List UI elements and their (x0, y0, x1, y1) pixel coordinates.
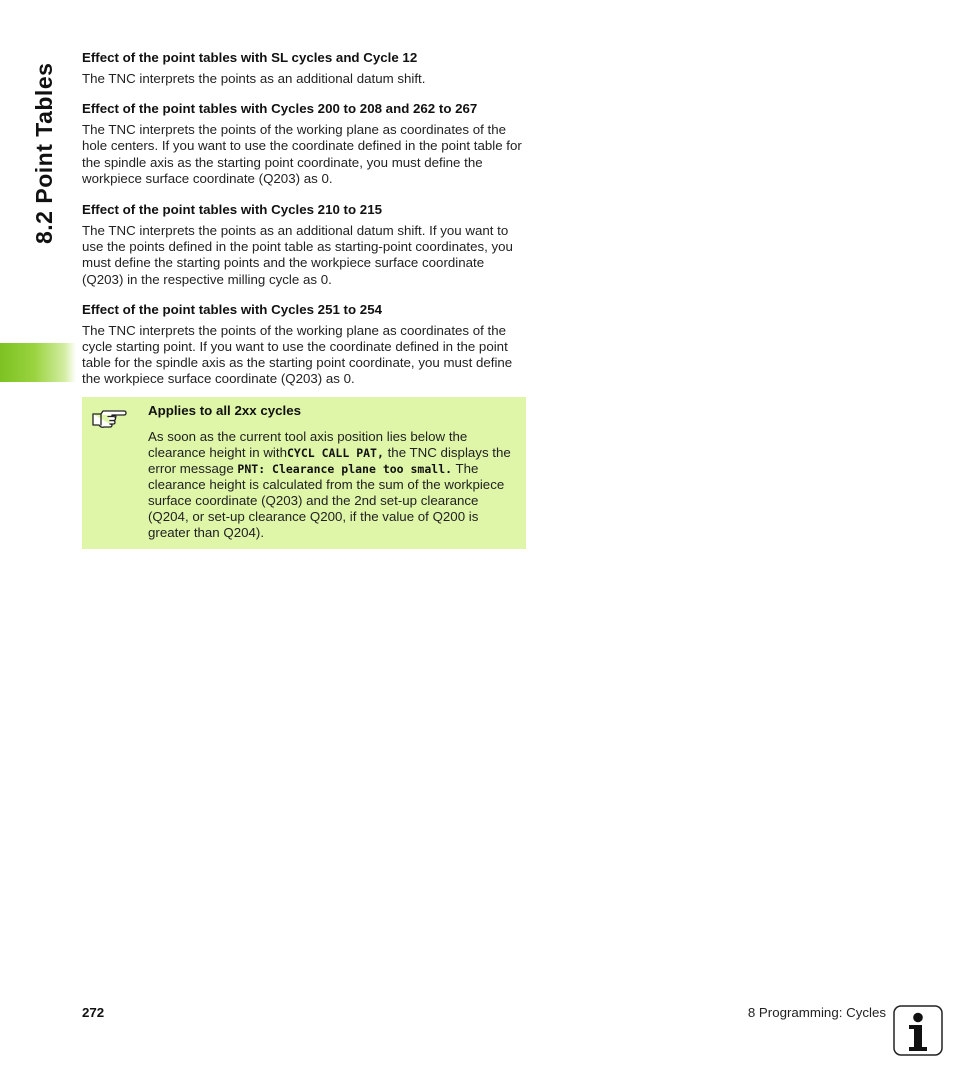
section-body-cycles-210-215: The TNC interprets the points as an additional datum shift. If you want to use the points defined in the point table as starting-point coordinates, you must define the starting points and the workpiece surface coordinate (Q203) in the respective milling cycle as 0. (82, 223, 513, 287)
chapter-label: 8 Programming: Cycles (747, 1005, 886, 1020)
note-text-part-2: the TNC displays the error message (148, 445, 511, 476)
section-heading-cycles-251-254: Effect of the point tables with Cycles 251 to 254 (82, 301, 382, 317)
section-heading-cycles-200-208: Effect of the point tables with Cycles 200 to 208 and 262 to 267 (82, 101, 478, 117)
note-text (148, 429, 518, 541)
chapter-side-title: 8.2 Point Tables (31, 62, 57, 244)
note-code-error-message: PNT: Clearance plane too small. (237, 462, 453, 476)
info-icon[interactable] (893, 1005, 943, 1056)
section-heading-sl-cycles: Effect of the point tables with SL cycles and Cycle 12 (82, 50, 418, 65)
note-title: Applies to all 2xx cycles (148, 403, 301, 418)
page-number: 272 (82, 1005, 105, 1020)
chapter-tab-marker (0, 343, 76, 382)
note-body (148, 403, 518, 541)
pointing-hand-icon (91, 406, 127, 430)
note-box (82, 397, 526, 549)
section-body-cycles-251-254: The TNC interprets the points of the working plane as coordinates of the cycle starting point. If you want to use the coordinate defined in the point table for the spindle axis as the starting point coordinate, you must define the workpiece surface coordinate (Q203) as 0. (82, 322, 513, 387)
section-body-cycles-200-208: The TNC interprets the points of the working plane as coordinates of the hole centers. If you want to use the coordinate defined in the point table for the spindle axis as the starting point coordinate, you must define the workpiece surface coordinate (Q203) as 0. (82, 122, 522, 186)
main-content (82, 50, 526, 388)
note-text-part-1: As soon as the current tool axis position lies below the clearance height in with (148, 429, 468, 460)
section-heading-cycles-210-215: Effect of the point tables with Cycles 210 to 215 (82, 202, 382, 218)
section-body-sl-cycles: The TNC interprets the points as an additional datum shift. (82, 71, 426, 86)
note-code-cycl-call: CYCL CALL PAT, (286, 446, 384, 460)
note-text-part-3: The clearance height is calculated from the sum of the workpiece surface coordinate (Q203) and the 2nd set-up clearance (Q204, or set-up clearance Q200, if the value of Q200 is greater than Q204). (148, 461, 505, 540)
